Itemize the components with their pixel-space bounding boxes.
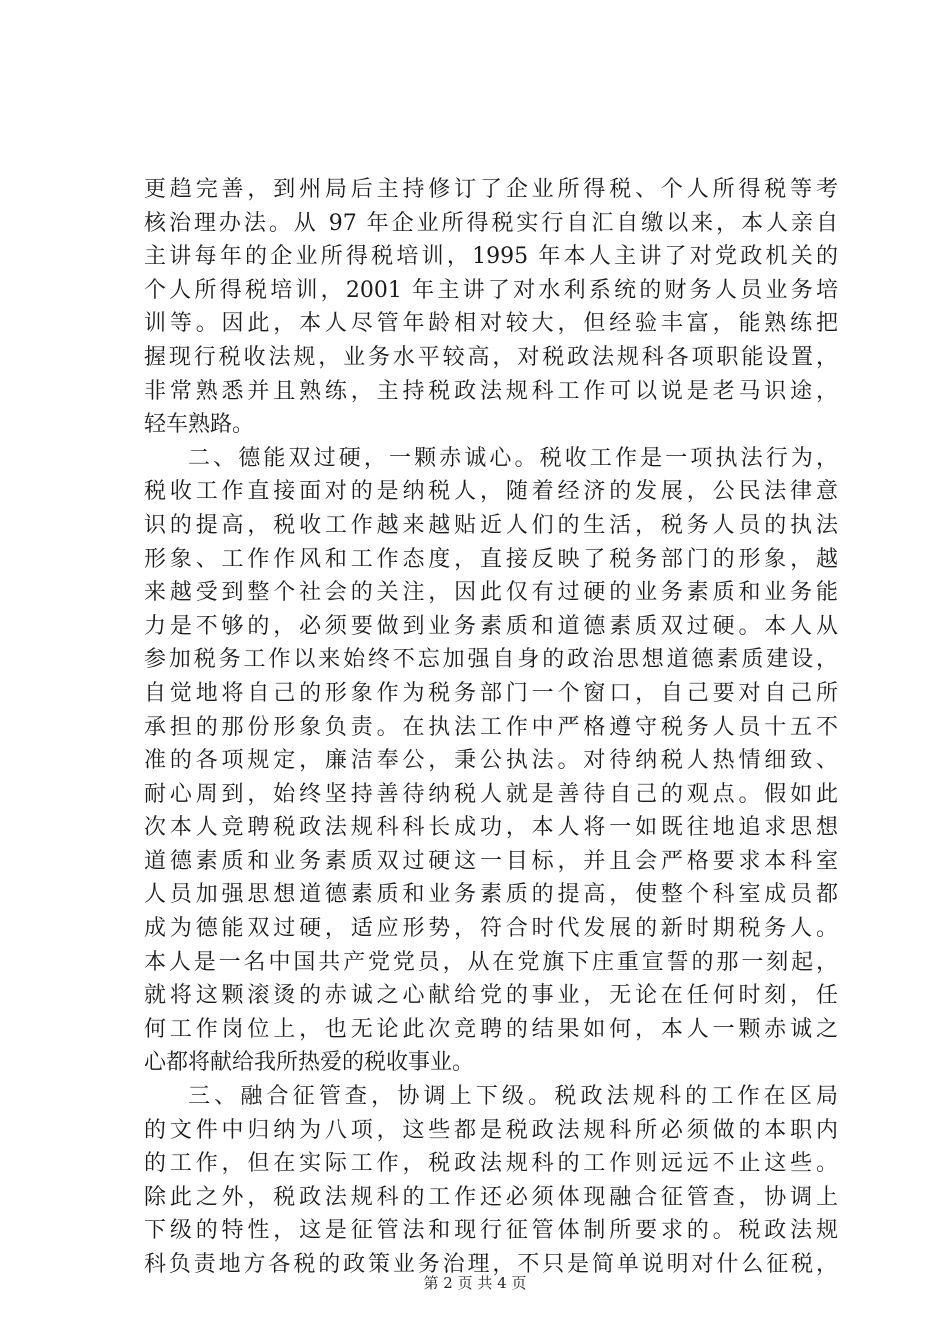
text-line: 参加税务工作以来始终不忘加强自身的政治思想道德素质建设，: [144, 647, 838, 673]
text-line: 的工作，但在实际工作，税政法规科的工作则远远不止这些。: [144, 1151, 838, 1177]
page-number-footer: 第 2 页 共 4 页: [423, 1274, 527, 1292]
text-line: 人员加强思想道德素质和业务素质的提高，使整个科室成员都: [144, 882, 838, 908]
text-line: 心都将献给我所热爱的税收事业。: [144, 1050, 475, 1076]
text-line: 成为德能双过硬，适应形势，符合时代发展的新时期税务人。: [144, 916, 838, 942]
paragraph-start-line: 二、德能双过硬，一颗赤诚心。税收工作是一项执法行为，: [188, 445, 838, 471]
text-line: 道德素质和业务素质双过硬这一目标，并且会严格要求本科室: [144, 848, 838, 874]
text-line: 耐心周到，始终坚持善待纳税人就是善待自己的观点。假如此: [144, 781, 838, 807]
text-line: 的文件中归纳为八项，这些都是税政法规科所必须做的本职内: [144, 1117, 838, 1143]
text-line: 力是不够的，必须要做到业务素质和道德素质双过硬。本人从: [144, 613, 838, 639]
text-line: 非常熟悉并且熟练，主持税政法规科工作可以说是老马识途，: [144, 378, 838, 404]
text-line: 训等。因此，本人尽管年龄相对较大，但经验丰富，能熟练把: [144, 311, 838, 337]
text-line: 来越受到整个社会的关注，因此仅有过硬的业务素质和业务能: [144, 580, 838, 606]
text-line: 就将这颗滚烫的赤诚之心献给党的事业，无论在任何时刻，任: [144, 983, 838, 1009]
text-line: 税收工作直接面对的是纳税人，随着经济的发展，公民法律意: [144, 479, 838, 505]
text-line: 个人所得税培训，2001 年主讲了对水利系统的财务人员业务培: [144, 277, 838, 303]
text-line: 除此之外，税政法规科的工作还必须体现融合征管查，协调上: [144, 1184, 838, 1210]
text-line: 下级的特性，这是征管法和现行征管体制所要求的。税政法规: [144, 1218, 838, 1244]
paragraph-start-line: 三、融合征管查，协调上下级。税政法规科的工作在区局: [188, 1084, 838, 1110]
text-line: 形象、工作作风和工作态度，直接反映了税务部门的形象，越: [144, 546, 838, 572]
text-line: 更趋完善，到州局后主持修订了企业所得税、个人所得税等考: [144, 177, 838, 202]
text-line: 次本人竞聘税政法规科科长成功，本人将一如既往地追求思想: [144, 815, 838, 841]
text-line: 自觉地将自己的形象作为税务部门一个窗口，自己要对自己所: [144, 680, 838, 706]
text-line: 何工作岗位上，也无论此次竞聘的结果如何，本人一颗赤诚之: [144, 1016, 838, 1042]
text-line: 识的提高，税收工作越来越贴近人们的生活，税务人员的执法: [144, 512, 838, 538]
text-line: 轻车熟路。: [144, 412, 255, 438]
text-line: 承担的那份形象负责。在执法工作中严格遵守税务人员十五不: [144, 714, 838, 740]
text-line: 科负责地方各税的政策业务治理，不只是简单说明对什么征税，: [144, 1252, 838, 1277]
text-line: 握现行税收法规，业务水平较高，对税政法规科各项职能设置，: [144, 344, 838, 370]
text-line: 主讲每年的企业所得税培训，1995 年本人主讲了对党政机关的: [144, 244, 838, 270]
text-line: 核治理办法。从 97 年企业所得税实行自汇自缴以来，本人亲自: [144, 210, 838, 236]
body-text: [144, 173, 838, 1282]
text-line: 准的各项规定，廉洁奉公，秉公执法。对待纳税人热情细致、: [144, 748, 838, 774]
text-line: 本人是一名中国共产党党员，从在党旗下庄重宣誓的那一刻起，: [144, 949, 838, 975]
